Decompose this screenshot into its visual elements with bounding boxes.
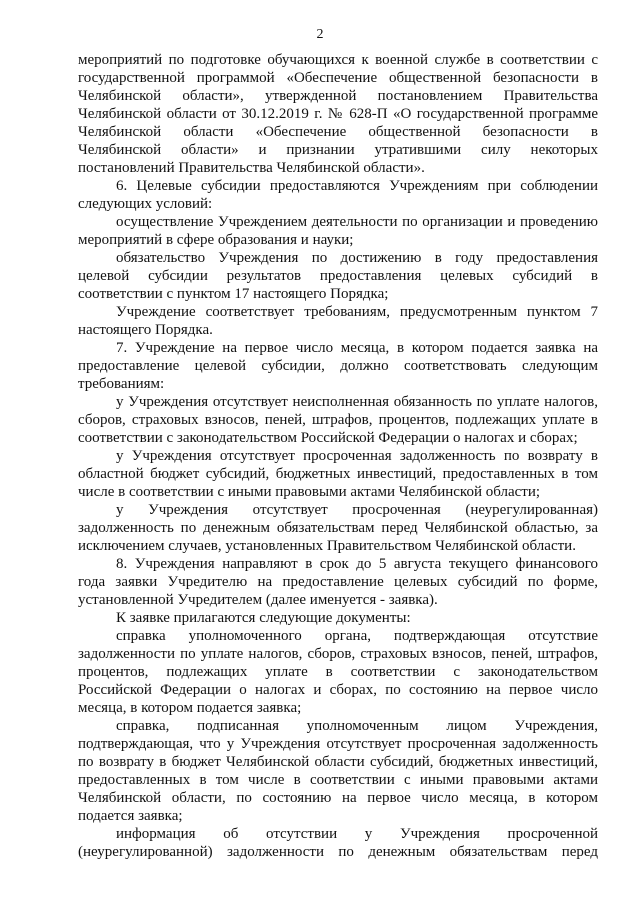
paragraph	[78, 213, 598, 249]
paragraph	[78, 447, 598, 501]
text-line: Российской Федерации о налогах и сборах, по состоянию на первое число	[78, 682, 598, 698]
paragraph	[78, 501, 598, 555]
paragraph	[78, 303, 598, 339]
text-line: Челябинской области «Обеспечение общественной безопасности в	[78, 124, 598, 140]
text-line: установленной Учредителем (далее именуется - заявка).	[78, 592, 438, 608]
text-line: подается заявка;	[78, 808, 183, 824]
paragraph	[78, 627, 598, 717]
text-line: 7. Учреждение на первое число месяца, в котором подается заявка на	[116, 340, 598, 356]
text-line: у Учреждения отсутствует просроченная (неурегулированная)	[116, 502, 598, 518]
text-line: настоящего Порядка.	[78, 322, 213, 338]
text-line: предоставленных в том числе в соответствии с иными правовыми актами	[78, 772, 598, 788]
text-line: задолженности по уплате налогов, сборов, страховых взносов, пеней, штрафов,	[78, 646, 598, 662]
text-line: К заявке прилагаются следующие документы:	[116, 610, 411, 626]
text-line: Челябинской области» и признании утратившими силу некоторых	[78, 142, 598, 158]
paragraph	[78, 177, 598, 213]
text-line: 6. Целевые субсидии предоставляются Учреждениям при соблюдении	[116, 178, 598, 194]
text-line: государственной программой «Обеспечение общественной безопасности в	[78, 70, 598, 86]
text-line: сборов, страховых взносов, пеней, штрафов, процентов, подлежащих уплате в	[78, 412, 598, 428]
text-line: 8. Учреждения направляют в срок до 5 августа текущего финансового	[116, 556, 598, 572]
text-line: по возврату в бюджет Челябинской области субсидий, бюджетных инвестиций,	[78, 754, 598, 770]
text-line: целевой субсидии результатов предоставления целевых субсидий в	[78, 268, 598, 284]
paragraph	[78, 825, 598, 861]
document-body	[78, 51, 598, 861]
text-line: справка, подписанная уполномоченным лицом Учреждения,	[116, 718, 598, 734]
text-line: числе в соответствии с иными правовыми актами Челябинской области;	[78, 484, 541, 500]
text-line: исключением случаев, установленных Правительством Челябинской области.	[78, 538, 576, 554]
text-line: следующих условий:	[78, 196, 213, 212]
text-line: Челябинской области, по состоянию на первое число месяца, в котором	[78, 790, 598, 806]
text-line: осуществление Учреждением деятельности по организации и проведению	[116, 214, 598, 230]
paragraph	[78, 393, 598, 447]
text-line: информация об отсутствии у Учреждения просроченной	[116, 826, 598, 842]
text-line: у Учреждения отсутствует неисполненная обязанность по уплате налогов,	[116, 394, 598, 410]
paragraph	[78, 555, 598, 609]
text-line: обязательство Учреждения по достижению в году предоставления	[116, 250, 598, 266]
text-line: подтверждающая, что у Учреждения отсутствует просроченная задолженность	[78, 736, 598, 752]
text-line: Челябинской области от 30.12.2019 г. № 628-П «О государственной программе	[78, 106, 598, 122]
text-line: предоставление целевой субсидии, должно соответствовать следующим	[78, 358, 598, 374]
text-line: задолженность по денежным обязательствам перед Челябинской областью, за	[78, 520, 598, 536]
text-line: постановлений Правительства Челябинской области».	[78, 160, 425, 176]
text-line: (неурегулированной) задолженности по денежным обязательствам перед	[78, 844, 598, 860]
paragraph	[78, 717, 598, 825]
text-line: месяца, в котором подается заявка;	[78, 700, 302, 716]
text-line: процентов, подлежащих уплате в соответствии с законодательством	[78, 664, 598, 680]
text-line: справка уполномоченного органа, подтверждающая отсутствие	[116, 628, 598, 644]
text-line: соответствии с законодательством Российской Федерации о налогах и сборах;	[78, 430, 578, 446]
text-line: мероприятий в сфере образования и науки;	[78, 232, 354, 248]
text-line: областной бюджет субсидий, бюджетных инвестиций, предоставленных в том	[78, 466, 598, 482]
text-line: года заявки Учредителю на предоставление целевых субсидий по форме,	[78, 574, 598, 590]
text-line: Челябинской области», утвержденной постановлением Правительства	[78, 88, 598, 104]
text-line: Учреждение соответствует требованиям, предусмотренным пунктом 7	[116, 304, 598, 320]
text-line: у Учреждения отсутствует просроченная задолженность по возврату в	[116, 448, 598, 464]
paragraph	[78, 339, 598, 393]
paragraph	[78, 609, 598, 627]
page-number: 2	[316, 27, 324, 42]
paragraph	[78, 249, 598, 303]
paragraph	[78, 51, 598, 177]
text-line: мероприятий по подготовке обучающихся к военной службе в соответствии с	[78, 52, 598, 68]
text-line: соответствии с пунктом 17 настоящего Порядка;	[78, 286, 389, 302]
text-line: требованиям:	[78, 376, 165, 392]
